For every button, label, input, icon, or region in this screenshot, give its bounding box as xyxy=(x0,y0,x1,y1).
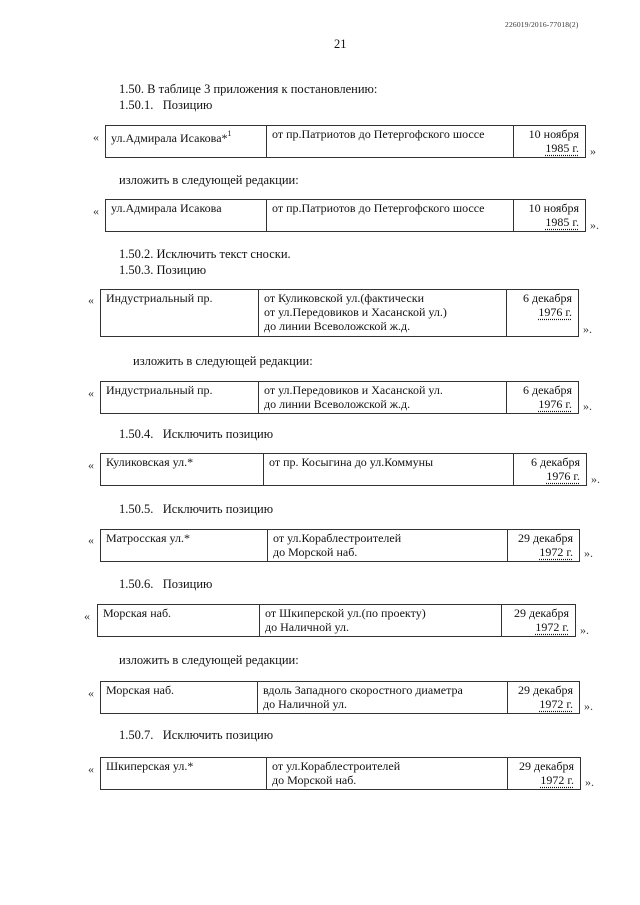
street-name-cell xyxy=(106,126,267,157)
street-range-line: от Шкиперской ул.(по проекту) xyxy=(265,606,426,620)
open-quote: « xyxy=(88,533,94,547)
street-range-cell xyxy=(259,382,507,413)
street-range-line: от ул.Кораблестроителей xyxy=(272,759,401,773)
paragraph-1-50-7: 1.50.7. Исключить позицию xyxy=(119,728,274,742)
street-name-cell xyxy=(101,758,267,789)
street-table xyxy=(100,453,587,486)
street-range-line: от ул.Передовиков и Хасанской ул.) xyxy=(264,305,447,319)
paragraph-1-50-6: 1.50.6. Позицию xyxy=(119,577,213,591)
close-quote: ». xyxy=(591,472,600,486)
date-day: 10 ноября xyxy=(528,127,579,141)
street-name: Куликовская ул.* xyxy=(106,455,194,469)
street-name-cell xyxy=(101,382,259,413)
street-name: Матросская ул.* xyxy=(106,531,190,545)
street-range-line: до Морской наб. xyxy=(273,545,358,559)
date-year: 1976 г. xyxy=(538,305,572,319)
street-range-cell xyxy=(267,200,514,231)
close-quote: ». xyxy=(583,399,592,413)
paragraph-1-50-2: 1.50.2. Исключить текст сноски. xyxy=(119,247,291,261)
date-day: 29 декабря xyxy=(518,759,574,773)
street-range-cell xyxy=(267,126,514,157)
street-range-line: до Морской наб. xyxy=(272,773,357,787)
street-range-cell xyxy=(264,454,514,485)
street-range-cell xyxy=(260,605,502,636)
street-name: Морская наб. xyxy=(106,683,175,697)
date-cell xyxy=(508,530,579,561)
street-range-line: вдоль Западного скоростного диаметра xyxy=(263,683,463,697)
street-name-cell xyxy=(106,200,267,231)
street-table xyxy=(100,757,581,790)
paragraph-1-50-3: 1.50.3. Позицию xyxy=(119,263,207,277)
close-quote: ». xyxy=(590,218,599,232)
date-year: 1972 г. xyxy=(539,545,573,559)
paragraph-edit: изложить в следующей редакции: xyxy=(133,354,313,368)
date-year: 1976 г. xyxy=(538,397,572,411)
street-name: ул.Адмирала Исакова* xyxy=(111,131,228,145)
paragraph-edit: изложить в следующей редакции: xyxy=(119,173,299,187)
date-year: 1972 г. xyxy=(539,697,573,711)
street-name: Морская наб. xyxy=(103,606,172,620)
street-table xyxy=(100,381,579,414)
street-table xyxy=(105,199,586,232)
date-cell xyxy=(502,605,575,636)
close-quote: ». xyxy=(580,623,589,637)
date-day: 6 декабря xyxy=(522,291,572,305)
date-cell xyxy=(507,382,578,413)
paragraph-1-50-4: 1.50.4. Исключить позицию xyxy=(119,427,274,441)
document-number: 226019/2016-77018(2) xyxy=(505,20,579,29)
date-day: 29 декабря xyxy=(517,683,573,697)
street-name: Индустриальный пр. xyxy=(106,291,213,305)
date-cell xyxy=(514,200,585,231)
street-name-cell xyxy=(101,290,259,336)
street-range-cell xyxy=(258,682,508,713)
open-quote: « xyxy=(93,130,99,144)
street-range: от пр. Косыгина до ул.Коммуны xyxy=(269,455,434,469)
date-year: 1972 г. xyxy=(535,620,569,634)
close-quote: » xyxy=(590,144,596,158)
street-name-cell xyxy=(101,454,264,485)
open-quote: « xyxy=(88,386,94,400)
date-day: 10 ноября xyxy=(528,201,579,215)
date-day: 6 декабря xyxy=(522,383,572,397)
date-cell xyxy=(508,758,580,789)
street-name: ул.Адмирала Исакова xyxy=(111,201,222,215)
street-range-line: до линии Всеволожской ж.д. xyxy=(264,397,411,411)
street-name: Шкиперская ул.* xyxy=(106,759,194,773)
open-quote: « xyxy=(88,686,94,700)
date-cell xyxy=(514,126,585,157)
open-quote: « xyxy=(93,204,99,218)
open-quote: « xyxy=(88,293,94,307)
open-quote: « xyxy=(88,762,94,776)
date-year: 1985 г. xyxy=(545,141,579,155)
street-range-line: от ул.Кораблестроителей xyxy=(273,531,402,545)
close-quote: ». xyxy=(583,322,592,336)
date-cell xyxy=(507,290,578,336)
street-range-line: до линии Всеволожской ж.д. xyxy=(264,319,411,333)
street-table xyxy=(105,125,586,158)
street-range-cell xyxy=(259,290,507,336)
street-range: от пр.Патриотов до Петергофского шоссе xyxy=(272,201,485,215)
date-year: 1985 г. xyxy=(545,215,579,229)
date-cell xyxy=(514,454,586,485)
street-range-line: до Наличной ул. xyxy=(263,697,347,711)
street-name-cell xyxy=(98,605,260,636)
street-table xyxy=(100,289,579,337)
open-quote: « xyxy=(88,458,94,472)
date-year: 1976 г. xyxy=(546,469,580,483)
street-table xyxy=(97,604,576,637)
date-day: 6 декабря xyxy=(530,455,580,469)
date-day: 29 декабря xyxy=(513,606,569,620)
close-quote: ». xyxy=(584,699,593,713)
street-name-cell xyxy=(101,530,268,561)
street-range-line: до Наличной ул. xyxy=(265,620,349,634)
street-name-cell xyxy=(101,682,258,713)
page-number: 21 xyxy=(334,37,347,51)
street-name: Индустриальный пр. xyxy=(106,383,213,397)
paragraph-1-50-1: 1.50.1. Позицию xyxy=(119,98,213,112)
date-cell xyxy=(508,682,579,713)
date-day: 29 декабря xyxy=(517,531,573,545)
street-range-cell xyxy=(267,758,508,789)
close-quote: ». xyxy=(585,775,594,789)
close-quote: ». xyxy=(584,546,593,560)
paragraph-1-50: 1.50. В таблице 3 приложения к постановлению: xyxy=(119,82,378,96)
paragraph-edit: изложить в следующей редакции: xyxy=(119,653,299,667)
date-year: 1972 г. xyxy=(540,773,574,787)
street-range-line: от Куликовской ул.(фактически xyxy=(264,291,424,305)
street-table xyxy=(100,681,580,714)
footnote-mark: 1 xyxy=(227,129,232,138)
street-table xyxy=(100,529,580,562)
street-range-line: от ул.Передовиков и Хасанской ул. xyxy=(264,383,443,397)
street-range-cell xyxy=(268,530,508,561)
paragraph-1-50-5: 1.50.5. Исключить позицию xyxy=(119,502,274,516)
street-range: от пр.Патриотов до Петергофского шоссе xyxy=(272,127,485,141)
open-quote: « xyxy=(84,609,90,623)
